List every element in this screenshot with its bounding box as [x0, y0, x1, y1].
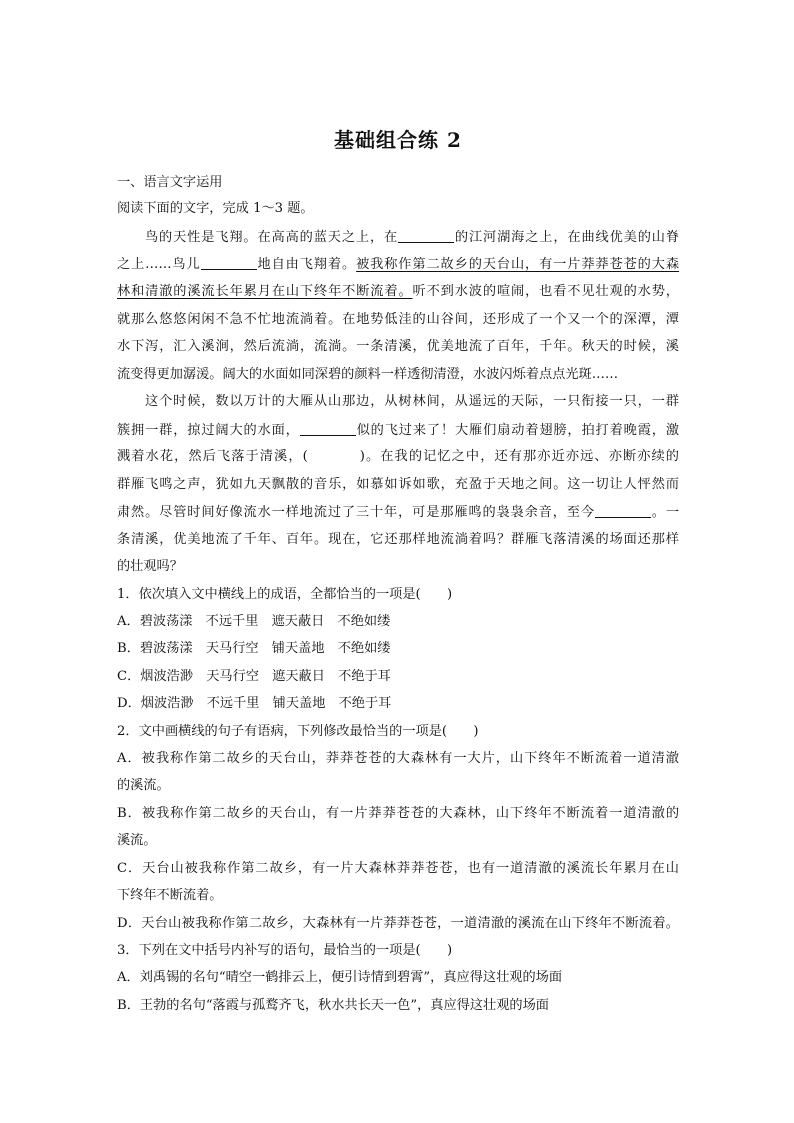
passage-p1-line4: 就那么悠悠闲闲不急不忙地流淌着。在地势低洼的山谷间，还形成了一个又一个的深潭，潭: [117, 312, 679, 327]
underlined-sentence-cont: 林和清澈的溪流长年累月在山下终年不断流着。: [117, 284, 413, 299]
passage-p2-line6: 条清溪，优美地流了千年、百年。现在，它还那样地流淌着吗？群雁飞落清溪的场面还那样: [117, 532, 679, 547]
question-2-option-b[interactable]: B．被我称作第二故乡的天台山，有一片莽莽苍苍的大森林，山下终年不断流着一道清澈的: [117, 806, 679, 821]
question-2-option-a-cont[interactable]: 的溪流。: [117, 778, 170, 793]
fill-blank-1: [398, 228, 454, 243]
passage-p2-line5: 肃然。尽管时间好像流水一样地流过了三十年，可是那雁鸣的袅袅余音，至今 。一: [117, 505, 680, 520]
question-3-option-b[interactable]: B．王勃的名句“落霞与孤鹜齐飞，秋水共长天一色”，真应得这壮观的场面: [117, 998, 549, 1013]
passage-p1-line3: 林和清澈的溪流长年累月在山下终年不断流着。听不到水波的喧闹，也看不见壮观的水势，: [117, 284, 679, 299]
passage-p1-line1: 鸟的天性是飞翔。在高高的蓝天之上，在 的江河湖海之上，在曲线优美的山脊: [145, 230, 680, 245]
passage-p2-line7: 的壮观吗？: [117, 559, 183, 574]
question-2-option-a[interactable]: A．被我称作第二故乡的天台山，莽莽苍苍的大森林有一大片，山下终年不断流着一道清澈: [117, 751, 679, 766]
question-3-option-a[interactable]: A．刘禹锡的名句“晴空一鹤排云上，便引诗情到碧霄”，真应得这壮观的场面: [117, 970, 563, 985]
fill-blank-2: [201, 255, 257, 270]
passage-p2-line1: 这个时候，数以万计的大雁从山那边，从树林间，从遥远的天际，一只衔接一只，一群: [145, 394, 679, 409]
instruction: 阅读下面的文字，完成 1～3 题。: [117, 201, 314, 216]
question-3-stem: 3．下列在文中括号内补写的语句，最恰当的一项是( ): [117, 943, 453, 958]
page-title: 基础组合练 2: [334, 128, 462, 152]
question-1-option-d[interactable]: D．烟波浩渺 不远千里 铺天盖地 不绝于耳: [117, 696, 392, 711]
passage-p2-line2: 簇拥一群，掠过阔大的水面， 似的飞过来了！大雁们扇动着翅膀，拍打着晚霞，激: [117, 423, 680, 438]
passage-p1-line5: 水下泻，汇入溪涧，然后流淌，流淌。一条清溪，优美地流了百年，千年。秋天的时候，溪: [117, 339, 679, 354]
passage-p2-line3: 溅着水花，然后飞落于清溪，( )。在我的记忆之中，还有那亦近亦远、亦断亦续的: [117, 449, 679, 464]
question-2-option-d[interactable]: D．天台山被我称作第二故乡，大森林有一片莽莽苍苍，一道清澈的溪流在山下终年不断流着。: [117, 916, 679, 931]
question-2-option-b-cont[interactable]: 溪流。: [117, 833, 157, 848]
underlined-sentence: 被我称作第二故乡的天台山，有一片莽莽苍苍的大森: [356, 257, 680, 272]
question-1-option-c[interactable]: C．烟波浩渺 天马行空 遮天蔽日 不绝于耳: [117, 669, 391, 684]
passage-p1-line6: 流变得更加潺湲。阔大的水面如同深碧的颜料一样透彻清澄，水波闪烁着点点光斑……: [117, 367, 619, 382]
question-2-option-c[interactable]: C．天台山被我称作第二故乡，有一片大森林莽莽苍苍，也有一道清澈的溪流长年累月在山: [117, 861, 679, 876]
question-1-option-a[interactable]: A．碧波荡漾 不远千里 遮天蔽日 不绝如缕: [117, 614, 391, 629]
section-heading: 一、语言文字运用: [117, 175, 223, 190]
question-1-option-b[interactable]: B．碧波荡漾 天马行空 铺天盖地 不绝如缕: [117, 641, 391, 656]
question-1-stem: 1．依次填入文中横线上的成语，全都恰当的一项是( ): [117, 587, 453, 602]
question-2-stem: 2．文中画横线的句子有语病，下列修改最恰当的一项是( ): [117, 724, 479, 739]
passage-p2-line4: 群雁飞鸣之声，犹如九天飘散的音乐，如慕如诉如歌，充盈于天地之间。这一切让人怦然而: [117, 477, 679, 492]
fill-blank-4: [595, 503, 651, 518]
question-2-option-c-cont[interactable]: 下终年不断流着。: [117, 888, 223, 903]
fill-blank-3: [300, 421, 356, 436]
passage-p1-line2: 之上……鸟儿 地自由飞翔着。被我称作第二故乡的天台山，有一片莽莽苍苍的大森: [117, 257, 680, 272]
